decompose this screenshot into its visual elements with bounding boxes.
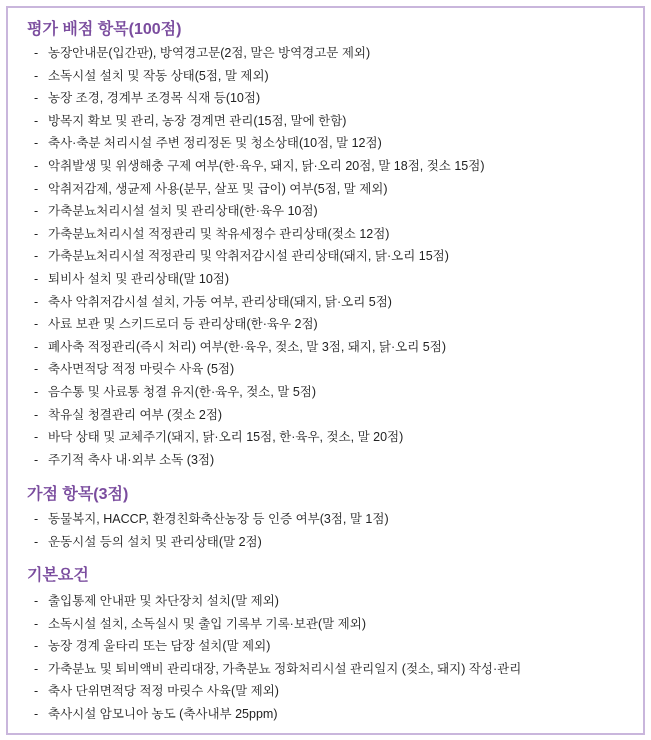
section-heading-scoring: 평가 배점 항목(100점) xyxy=(27,21,182,38)
bullet-dash: - xyxy=(34,512,39,526)
bullet-dash: - xyxy=(34,339,39,354)
list-item-text: 음수통 및 사료통 청결 유지(한·육우, 젖소, 말 5점) xyxy=(48,384,317,399)
bullet-dash: - xyxy=(34,407,39,422)
bullet-dash: - xyxy=(34,294,39,309)
list-item xyxy=(34,65,484,88)
bullet-dash: - xyxy=(34,46,39,60)
bullet-dash: - xyxy=(34,68,39,83)
list-item-text: 축사 단위면적당 적정 마릿수 사육(말 제외) xyxy=(48,684,279,699)
bullet-dash: - xyxy=(34,136,39,151)
list-item xyxy=(34,703,521,726)
list-item-text: 농장 경계 울타리 또는 담장 설치(말 제외) xyxy=(48,639,271,654)
bullet-dash: - xyxy=(34,271,39,286)
list-item xyxy=(34,449,484,472)
list-item-text: 축사면적당 적정 마릿수 사육 (5점) xyxy=(48,362,235,377)
bullet-dash: - xyxy=(34,430,39,445)
bullet-dash: - xyxy=(34,616,39,631)
list-item-text: 주기적 축사 내·외부 소독 (3점) xyxy=(48,452,215,467)
list-item-text: 방목지 확보 및 관리, 농장 경계면 관리(15점, 말에 한함) xyxy=(48,113,347,128)
criteria-box xyxy=(6,6,645,735)
list-item xyxy=(34,178,484,201)
list-item xyxy=(34,313,484,336)
list-item-text: 소독시설 설치 및 작동 상태(5점, 말 제외) xyxy=(48,68,269,83)
list-item-text: 소독시설 설치, 소독실시 및 출입 기록부 기록·보관(말 제외) xyxy=(48,616,366,631)
list-item xyxy=(34,635,521,658)
list-item xyxy=(34,223,484,246)
list-item-text: 가축분뇨처리시설 적정관리 및 악취저감시설 관리상태(돼지, 닭·오리 15점) xyxy=(48,249,449,264)
list-item-text: 사료 보관 및 스키드로더 등 관리상태(한·육우 2점) xyxy=(48,317,318,332)
list-item xyxy=(34,381,484,404)
bullet-dash: - xyxy=(34,226,39,241)
list-item-text: 축사 악취저감시설 설치, 가동 여부, 관리상태(돼지, 닭·오리 5점) xyxy=(48,294,392,309)
list-item-text: 축사시설 암모니아 농도 (축사내부 25ppm) xyxy=(48,706,278,721)
list-item xyxy=(34,155,484,178)
bullet-dash: - xyxy=(34,452,39,467)
list-item-text: 출입통제 안내판 및 차단장치 설치(말 제외) xyxy=(48,594,279,608)
list-item xyxy=(34,358,484,381)
bullet-dash: - xyxy=(34,249,39,264)
list-item xyxy=(34,87,484,110)
list-item xyxy=(34,245,484,268)
list-item-text: 바닥 상태 및 교체주기(돼지, 닭·오리 15점, 한·육우, 젖소, 말 20점) xyxy=(48,430,404,445)
list-item xyxy=(34,590,521,613)
list-item-text: 가축분뇨처리시설 설치 및 관리상태(한·육우 10점) xyxy=(48,204,318,219)
bonus-items-list xyxy=(8,508,389,553)
list-item-text: 폐사축 적정관리(즉시 처리) 여부(한·육우, 젖소, 말 3점, 돼지, 닭·오리 5점) xyxy=(48,339,446,354)
bullet-dash: - xyxy=(34,594,39,608)
bullet-dash: - xyxy=(34,706,39,721)
bullet-dash: - xyxy=(34,158,39,173)
list-item-text: 동물복지, HACCP, 환경친화축산농장 등 인증 여부(3점, 말 1점) xyxy=(48,512,389,526)
list-item xyxy=(34,291,484,314)
list-item xyxy=(34,200,484,223)
basic-requirements-list xyxy=(8,590,521,726)
list-item xyxy=(34,110,484,133)
list-item xyxy=(34,404,484,427)
bullet-dash: - xyxy=(34,639,39,654)
list-item-text: 가축분뇨처리시설 적정관리 및 착유세정수 관리상태(젖소 12점) xyxy=(48,226,390,241)
scoring-items-list xyxy=(8,42,484,471)
list-item xyxy=(34,680,521,703)
list-item-text: 가축분뇨 및 퇴비액비 관리대장, 가축분뇨 정화처리시설 관리일지 (젖소, 돼지) 작성·관리 xyxy=(48,661,522,676)
list-item-text: 운동시설 등의 설치 및 관리상태(말 2점) xyxy=(48,534,262,549)
list-item-text: 농장 조경, 경계부 조경목 식재 등(10점) xyxy=(48,91,261,106)
bullet-dash: - xyxy=(34,113,39,128)
section-heading-basic-requirements: 기본요건 xyxy=(27,567,89,584)
bullet-dash: - xyxy=(34,317,39,332)
list-item xyxy=(34,336,484,359)
section-heading-bonus: 가점 항목(3점) xyxy=(27,486,129,503)
bullet-dash: - xyxy=(34,684,39,699)
list-item-text: 착유실 청결관리 여부 (젖소 2점) xyxy=(48,407,223,422)
bullet-dash: - xyxy=(34,534,39,549)
list-item xyxy=(34,132,484,155)
list-item-text: 악취저감제, 생균제 사용(분무, 살포 및 급이) 여부(5점, 말 제외) xyxy=(48,181,388,196)
list-item-text: 악취발생 및 위생해충 구제 여부(한·육우, 돼지, 닭·오리 20점, 말 18점, 젖소 15점) xyxy=(48,158,485,173)
list-item xyxy=(34,268,484,291)
bullet-dash: - xyxy=(34,362,39,377)
list-item-text: 농장안내문(입간판), 방역경고문(2점, 말은 방역경고문 제외) xyxy=(48,46,371,60)
list-item xyxy=(34,531,389,554)
list-item-text: 축사·축분 처리시설 주변 정리정돈 및 청소상태(10점, 말 12점) xyxy=(48,136,382,151)
list-item xyxy=(34,508,389,531)
bullet-dash: - xyxy=(34,91,39,106)
list-item xyxy=(34,42,484,65)
list-item-text: 퇴비사 설치 및 관리상태(말 10점) xyxy=(48,271,230,286)
bullet-dash: - xyxy=(34,204,39,219)
bullet-dash: - xyxy=(34,384,39,399)
list-item xyxy=(34,426,484,449)
list-item xyxy=(34,658,521,681)
bullet-dash: - xyxy=(34,661,39,676)
list-item xyxy=(34,613,521,636)
bullet-dash: - xyxy=(34,181,39,196)
